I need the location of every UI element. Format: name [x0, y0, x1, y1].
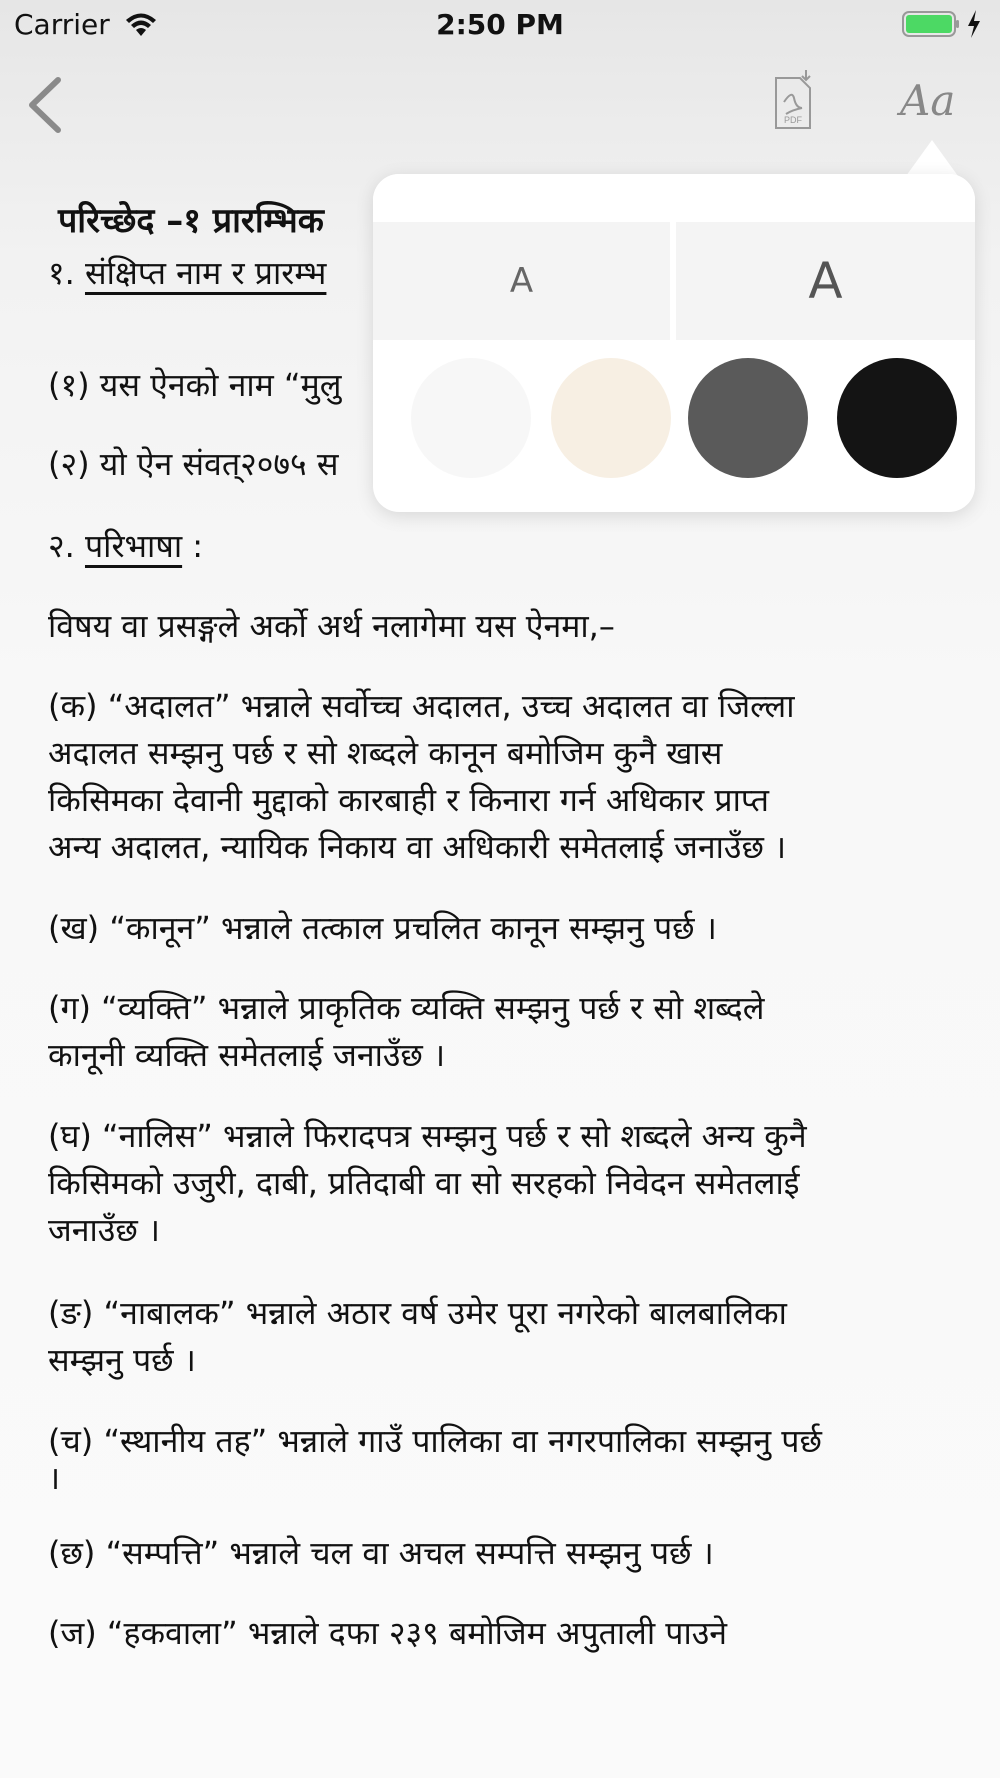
definition-ka-line: अन्य अदालत, न्यायिक निकाय वा अधिकारी समेतलाई जनाउँछ ।: [48, 828, 787, 866]
clock-time: 2:50 PM: [436, 8, 564, 41]
definition-cha-line: ।: [48, 1459, 61, 1497]
carrier-label: Carrier: [14, 8, 110, 41]
status-bar: [0, 0, 1000, 50]
definition-nga-line: सम्झनु पर्छ ।: [48, 1341, 196, 1379]
section-1-heading: [48, 250, 326, 296]
definition-chha-line: (छ) “सम्पत्ति” भन्नाले चल वा अचल सम्पत्ति सम्झनु पर्छ ।: [48, 1534, 714, 1572]
theme-sepia-swatch[interactable]: [551, 358, 671, 478]
chapter-title: परिच्छेद –१ प्रारम्भिक: [58, 201, 324, 241]
section-1-title: संक्षिप्त नाम र प्रारम्भ: [84, 254, 327, 292]
battery-icon: [902, 11, 960, 37]
section-1-number: १.: [48, 254, 85, 292]
definition-nga-line: (ङ) “नाबालक” भन्नाले अठार वर्ष उमेर पूरा नगरेको बालबालिका: [48, 1294, 787, 1332]
navigation-bar: [0, 60, 1000, 150]
popover-arrow: [906, 140, 958, 176]
font-size-row: [373, 222, 975, 340]
definition-ka-line: (क) “अदालत” भन्नाले सर्वोच्च अदालत, उच्च अदालत वा जिल्ला: [48, 687, 795, 725]
clause-2: (२) यो ऐन संवत्२०७५ स: [48, 445, 339, 483]
pdf-label: PDF: [784, 115, 802, 125]
definitions-intro: विषय वा प्रसङ्गले अर्को अर्थ नलागेमा यस ऐनमा,–: [48, 607, 615, 645]
definition-ka-line: किसिमका देवानी मुद्दाको कारबाही र किनारा गर्न अधिकार प्राप्त: [48, 781, 769, 819]
theme-white-swatch[interactable]: [411, 358, 531, 478]
definition-ga-line: कानूनी व्यक्ति समेतलाई जनाउँछ ।: [48, 1036, 446, 1074]
theme-black-swatch[interactable]: [837, 358, 957, 478]
popover-header: [373, 174, 975, 222]
clause-1: (१) यस ऐनको नाम “मुलु: [48, 366, 342, 404]
definition-ka-line: अदालत सम्झनु पर्छ र सो शब्दले कानून बमोजिम कुनै खास: [48, 734, 723, 772]
font-settings-button[interactable]: Aa: [900, 76, 956, 125]
theme-gray-swatch[interactable]: [688, 358, 808, 478]
definition-gha-line: किसिमको उजुरी, दाबी, प्रतिदाबी वा सो सरहको निवेदन समेतलाई: [48, 1164, 800, 1202]
definition-gha-line: जनाउँछ ।: [48, 1211, 161, 1249]
increase-font-button[interactable]: A: [808, 252, 843, 310]
pdf-download-button[interactable]: [772, 68, 818, 132]
definition-cha-line: (च) “स्थानीय तह” भन्नाले गाउँ पालिका वा नगरपालिका सम्झनु पर्छ: [48, 1422, 822, 1460]
decrease-font-button[interactable]: A: [509, 261, 534, 301]
charging-bolt-icon: [966, 10, 982, 38]
back-button[interactable]: [22, 74, 68, 136]
section-2-heading: [48, 523, 203, 569]
definition-kha-line: (ख) “कानून” भन्नाले तत्काल प्रचलित कानून सम्झनु पर्छ ।: [48, 909, 717, 947]
section-2-number: २.: [48, 527, 85, 565]
definition-ja-line: (ज) “हकवाला” भन्नाले दफा २३९ बमोजिम अपुताली पाउने: [48, 1614, 728, 1652]
definition-ga-line: (ग) “व्यक्ति” भन्नाले प्राकृतिक व्यक्ति सम्झनु पर्छ र सो शब्दले: [48, 989, 765, 1027]
section-2-title: परिभाषा: [84, 527, 183, 565]
section-2-suffix: :: [182, 527, 204, 565]
font-settings-popover: [373, 174, 975, 512]
definition-gha-line: (घ) “नालिस” भन्नाले फिरादपत्र सम्झनु पर्छ र सो शब्दले अन्य कुनै: [48, 1117, 807, 1155]
